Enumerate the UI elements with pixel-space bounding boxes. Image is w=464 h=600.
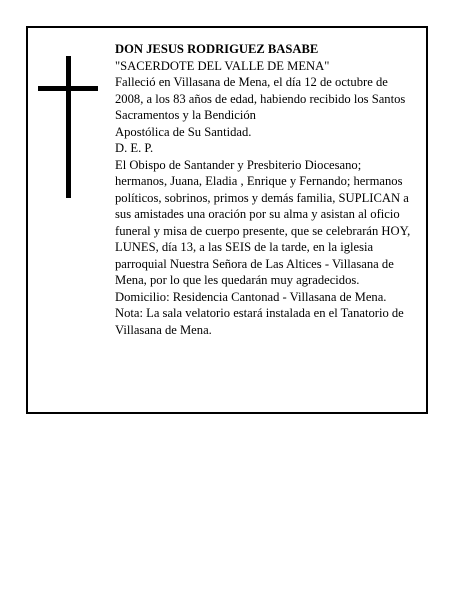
cross-horizontal-bar [38,86,98,91]
rest-in-peace: D. E. P. [115,141,154,155]
funeral-note: Nota: La sala velatorio estará instalada en el Tanatorio de Villasana de Mena. [115,306,404,337]
family-request: El Obispo de Santander y Presbiterio Diocesano; hermanos, Juana, Eladia , Enrique y Fernando; hermanos políticos, sobrinos, primos y demás familia, SUPLICAN a sus amistades una oración por su alma y asistan al oficio funeral y misa de cuerpo presente, que se celebrarán HOY, LUNES, día 13, a las SEIS de la tarde, en la iglesia parroquial Nuestra Señora de Las Altices - Villasana de Mena, por lo que les quedarán muy agradecidos. [115,157,411,287]
deceased-title: "SACERDOTE DEL VALLE DE MENA" [115,58,330,73]
home-address: Domicilio: Residencia Cantonad - Villasana de Mena. [115,289,387,304]
deceased-name: DON JESUS RODRIGUEZ BASABE [115,42,319,56]
death-announcement: Falleció en Villasana de Mena, el día 12 de octubre de 2008, a los 83 años de edad, habiendo recibido los Santos Sacramentos y la Bendición [115,75,406,122]
cross-icon [38,56,98,198]
cross-vertical-bar [66,56,71,198]
obituary-notice [26,26,428,414]
blessing-line: Apostólica de Su Santidad. [115,124,252,139]
notice-text [115,41,415,338]
